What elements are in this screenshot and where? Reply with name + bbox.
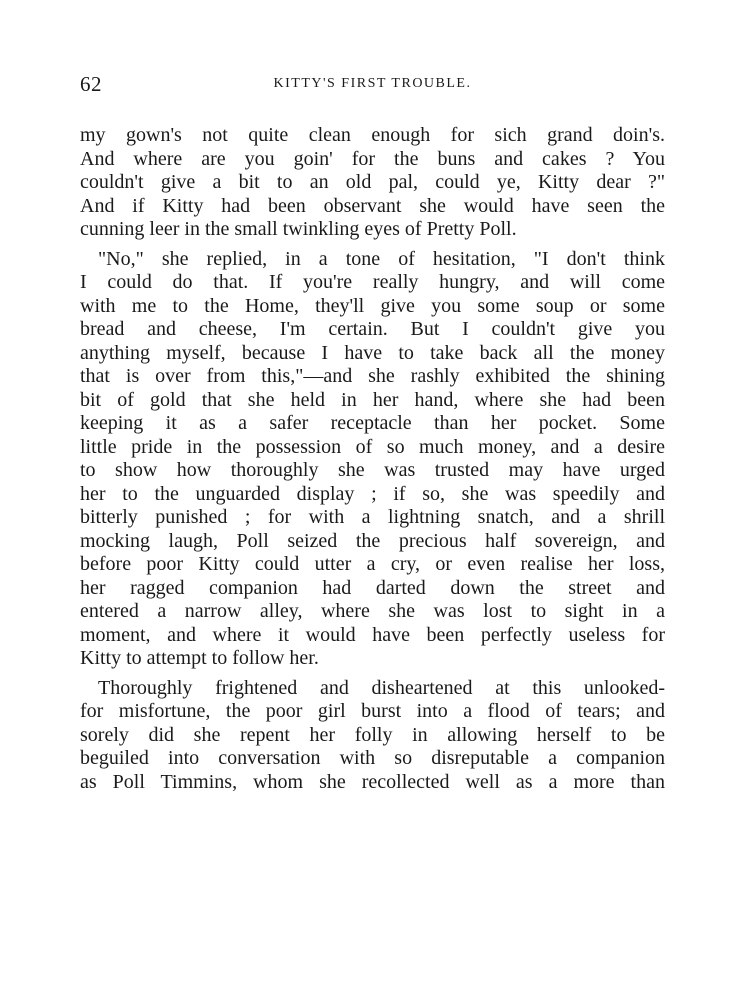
text-line: that is over from this,"—and she rashly exhibited the shining xyxy=(80,365,665,387)
running-head: KITTY'S FIRST TROUBLE. xyxy=(273,76,472,91)
text-line: sorely did she repent her folly in allowing herself to be xyxy=(80,723,665,746)
text-line: bread and cheese, I'm certain. But I couldn't give you xyxy=(80,318,665,340)
text-line: keeping it as a safer receptacle than her pocket. Some xyxy=(80,412,665,434)
page-number: 62 xyxy=(80,72,102,96)
text-line: with me to the Home, they'll give you some soup or some xyxy=(80,294,665,317)
text-line: mocking laugh, Poll seized the precious half sovereign, and xyxy=(80,529,665,552)
text-line: before poor Kitty could utter a cry, or even realise her loss, xyxy=(80,553,665,575)
text-line: couldn't give a bit to an old pal, could ye, Kitty dear ?" xyxy=(80,171,665,193)
text-line: my gown's not quite clean enough for sich grand doin's. xyxy=(80,124,665,146)
text-line: "No," she replied, in a tone of hesitation, "I don't think xyxy=(98,247,665,270)
text-line: Thoroughly frightened and disheartened at this unlooked- xyxy=(98,676,665,699)
text-line: for misfortune, the poor girl burst into a flood of tears; and xyxy=(80,700,665,722)
text-line: her to the unguarded display ; if so, she was speedily and xyxy=(80,482,665,505)
text-line: little pride in the possession of so much money, and a desire xyxy=(80,435,665,458)
body-text xyxy=(80,124,665,794)
text-line: And where are you goin' for the buns and cakes ? You xyxy=(80,147,665,170)
page-header xyxy=(80,72,665,102)
text-line: her ragged companion had darted down the street and xyxy=(80,576,665,599)
paragraph xyxy=(80,677,665,795)
text-line: Kitty to attempt to follow her. xyxy=(80,647,319,669)
paragraph xyxy=(80,248,665,671)
text-line: anything myself, because I have to take back all the money xyxy=(80,341,665,364)
text-line: And if Kitty had been observant she would have seen the xyxy=(80,194,665,217)
text-line: as Poll Timmins, whom she recollected well as a more than xyxy=(80,770,665,793)
text-line: bitterly punished ; for with a lightning snatch, and a shrill xyxy=(80,506,665,528)
text-line: bit of gold that she held in her hand, where she had been xyxy=(80,388,665,411)
text-line: to show how thoroughly she was trusted may have urged xyxy=(80,459,665,481)
text-line: I could do that. If you're really hungry, and will come xyxy=(80,271,665,293)
paragraph xyxy=(80,124,665,242)
text-line: moment, and where it would have been perfectly useless for xyxy=(80,623,665,646)
text-line: beguiled into conversation with so disreputable a companion xyxy=(80,747,665,769)
text-line: entered a narrow alley, where she was lost to sight in a xyxy=(80,600,665,622)
text-line: cunning leer in the small twinkling eyes of Pretty Poll. xyxy=(80,218,517,240)
